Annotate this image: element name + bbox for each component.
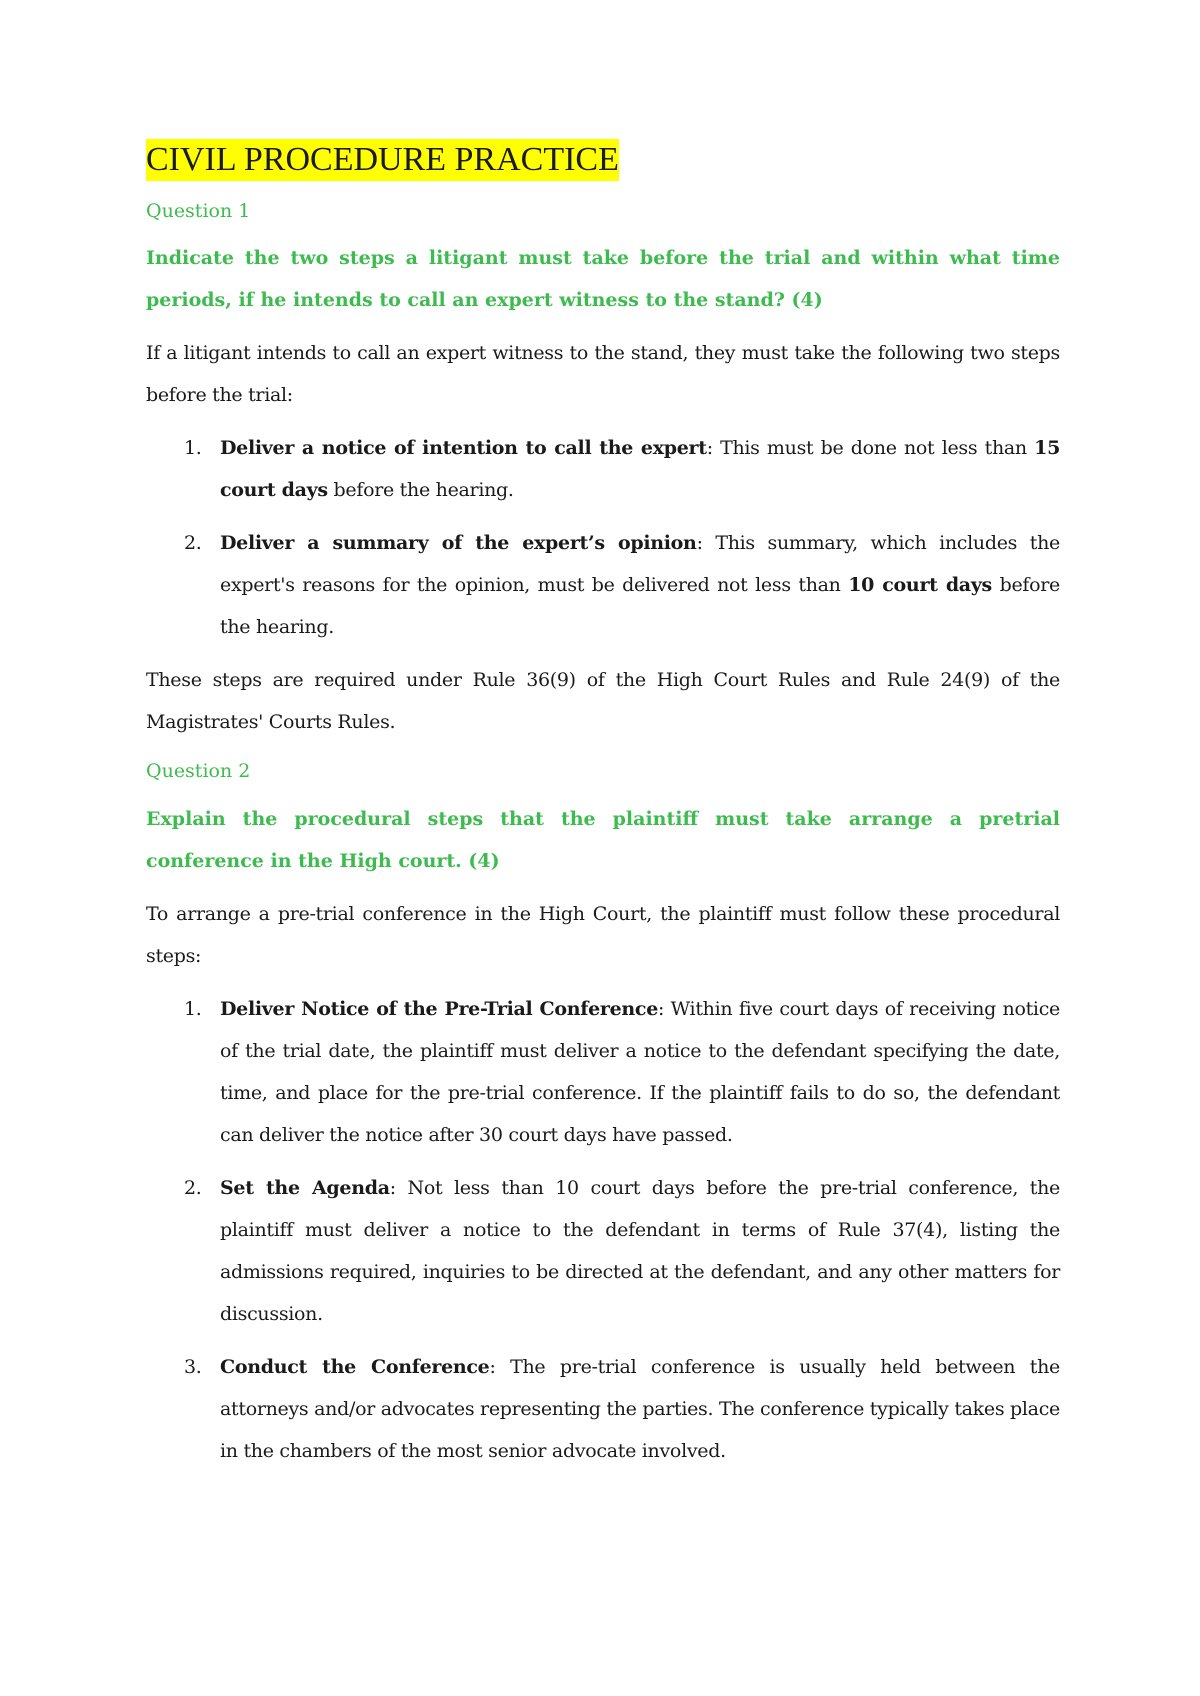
question-1-prompt: Indicate the two steps a litigant must take before the trial and within what time periods, if he intends to call an expert witness to the stand? (4) bbox=[146, 247, 1060, 312]
list-number: 2. bbox=[184, 1177, 202, 1200]
question-2-prompt: Explain the procedural steps that the plaintiff must take arrange a pretrial conference in the High court. (4) bbox=[146, 808, 1060, 873]
list-item bbox=[146, 427, 1060, 511]
step-title: Deliver a notice of intention to call the expert bbox=[220, 437, 707, 460]
question-1-heading: Question 1 bbox=[146, 199, 251, 222]
document-title: CIVIL PROCEDURE PRACTICE bbox=[146, 140, 1060, 181]
step-title: Deliver a summary of the expert’s opinion bbox=[220, 532, 697, 555]
list-item bbox=[146, 988, 1060, 1156]
document-page bbox=[146, 140, 1060, 1472]
step-title: Deliver Notice of the Pre-Trial Conference bbox=[220, 998, 658, 1021]
step-deadline: 15 court days bbox=[220, 437, 1060, 502]
step-text: : The pre-trial conference is usually held between the attorneys and/or advocates representing the parties. The conference typically takes place in the chambers of the most senior advocate involved. bbox=[220, 1356, 1060, 1463]
step-title: Conduct the Conference bbox=[220, 1356, 490, 1379]
question-1-closing: These steps are required under Rule 36(9) of the High Court Rules and Rule 24(9) of the Magistrates' Courts Rules. bbox=[146, 669, 1060, 734]
list-number: 1. bbox=[184, 437, 202, 460]
step-text: : This summary, which includes the expert's reasons for the opinion, must be delivered not less than bbox=[220, 532, 1060, 597]
question-1-intro: If a litigant intends to call an expert witness to the stand, they must take the following two steps before the trial: bbox=[146, 342, 1060, 407]
list-item bbox=[146, 1346, 1060, 1472]
list-item bbox=[146, 522, 1060, 648]
step-text-end: before the hearing. bbox=[327, 479, 514, 502]
question-1-steps bbox=[146, 427, 1060, 648]
question-2-intro: To arrange a pre-trial conference in the High Court, the plaintiff must follow these procedural steps: bbox=[146, 903, 1060, 968]
step-deadline: 10 court days bbox=[848, 574, 992, 597]
step-text: : Within five court days of receiving notice of the trial date, the plaintiff must deliver a notice to the defendant specifying the date, time, and place for the pre-trial conference. If the plaintiff fails to do so, the defendant can deliver the notice after 30 court days have passed. bbox=[220, 998, 1060, 1147]
question-2-heading: Question 2 bbox=[146, 760, 251, 783]
list-item bbox=[146, 1167, 1060, 1335]
step-text: : This must be done not less than bbox=[706, 437, 1035, 460]
list-number: 2. bbox=[184, 532, 202, 555]
step-title: Set the Agenda bbox=[220, 1177, 390, 1200]
step-text: : Not less than 10 court days before the pre-trial conference, the plaintiff must deliver a notice to the defendant in terms of Rule 37(4), listing the admissions required, inquiries to be directed at the defendant, and any other matters for discussion. bbox=[220, 1177, 1060, 1326]
list-number: 1. bbox=[184, 998, 202, 1021]
step-text-end: before the hearing. bbox=[220, 574, 1060, 639]
question-2-steps bbox=[146, 988, 1060, 1472]
list-number: 3. bbox=[184, 1356, 202, 1379]
